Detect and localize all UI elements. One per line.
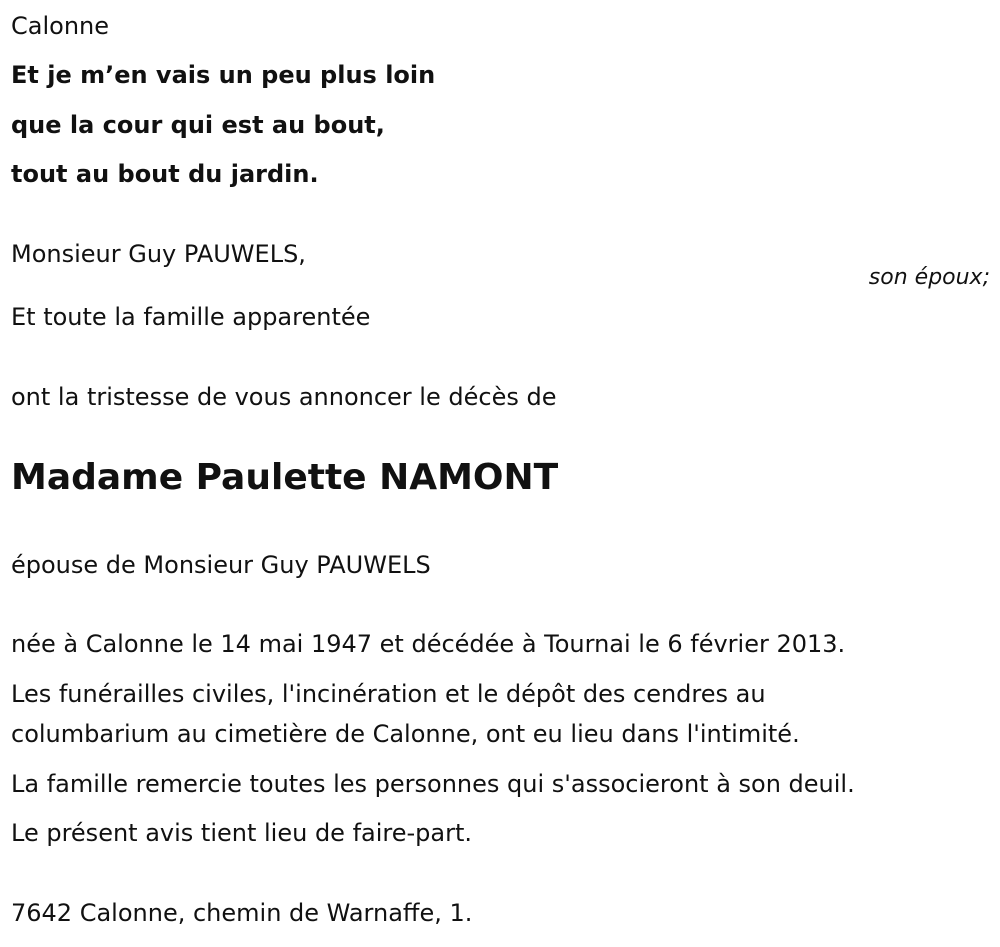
deceased-relation: épouse de Monsieur Guy PAUWELS — [11, 551, 431, 579]
poem-line-3: tout au bout du jardin. — [11, 160, 319, 188]
spouse-role: son époux; — [868, 265, 990, 290]
funeral-text-line-1: Les funérailles civiles, l'incinération et le dépôt des cendres au — [11, 680, 766, 708]
family-others: Et toute la famille apparentée — [11, 303, 371, 331]
family-thanks: La famille remercie toutes les personnes qui s'associeront à son deuil. — [11, 770, 855, 798]
family-address: 7642 Calonne, chemin de Warnaffe, 1. — [11, 899, 473, 927]
poem-line-2: que la cour qui est au bout, — [11, 111, 385, 139]
deceased-name: Madame Paulette NAMONT — [11, 457, 559, 498]
announcement-intro: ont la tristesse de vous annoncer le décès de — [11, 383, 557, 411]
header-place: Calonne — [11, 12, 110, 40]
spouse-name: Monsieur Guy PAUWELS, — [11, 240, 306, 268]
birth-death-info: née à Calonne le 14 mai 1947 et décédée à Tournai le 6 février 2013. — [11, 630, 846, 658]
funeral-text-line-2: columbarium au cimetière de Calonne, ont eu lieu dans l'intimité. — [11, 720, 800, 748]
notice-statement: Le présent avis tient lieu de faire-part. — [11, 819, 473, 847]
poem-line-1: Et je m’en vais un peu plus loin — [11, 61, 436, 89]
